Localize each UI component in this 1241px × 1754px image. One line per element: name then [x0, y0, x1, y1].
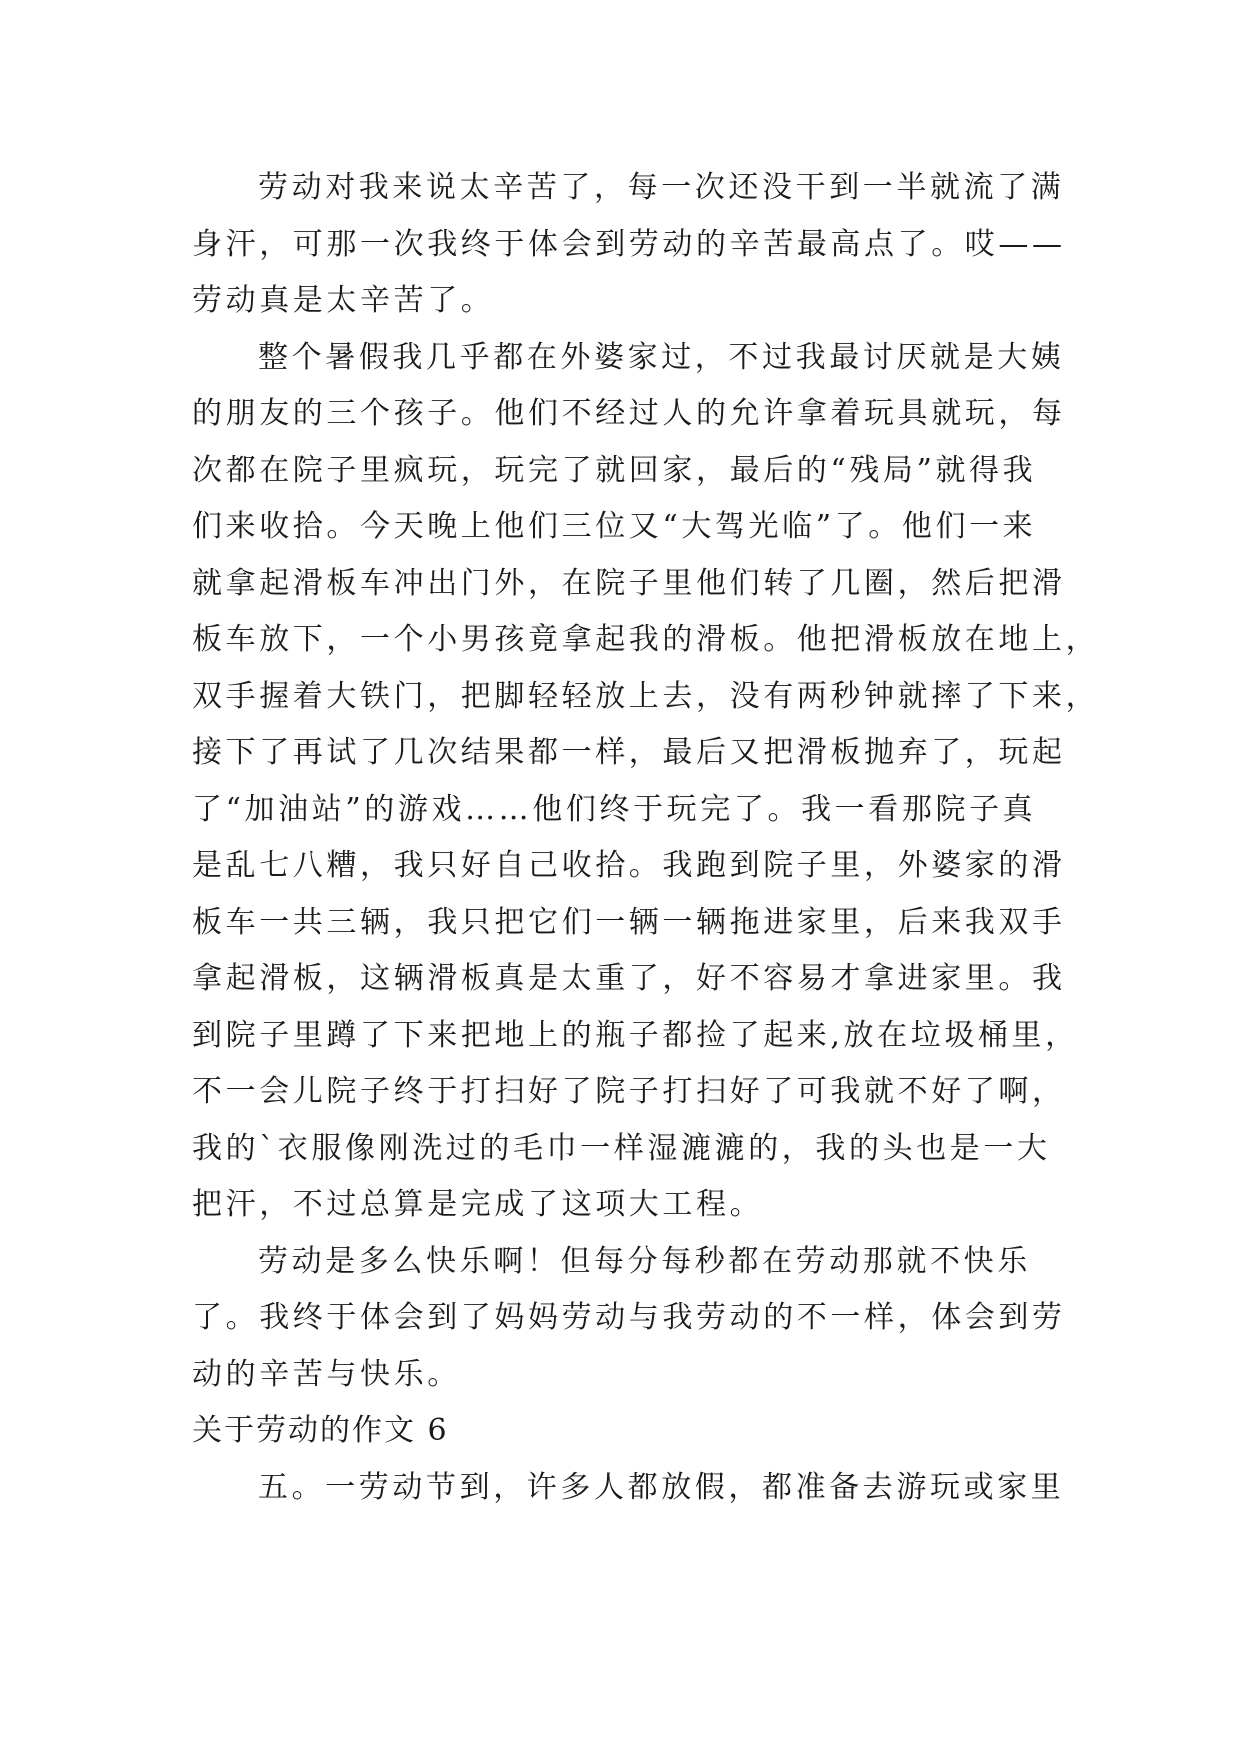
paragraph — [192, 1234, 1066, 1404]
paragraph-line: 身汗，可那一次我终于体会到劳动的辛苦最高点了。哎—— — [192, 226, 1066, 262]
paragraph-line: 把汗，不过总算是完成了这项大工程。 — [192, 1187, 764, 1222]
paragraph-line: 接下了再试了几次结果都一样，最后又把滑板抛弃了，玩起 — [192, 735, 1066, 770]
paragraph-line: 动的辛苦与快乐。 — [192, 1356, 461, 1392]
paragraph-line: 整个暑假我几乎都在外婆家过，不过我最讨厌就是大姨 — [258, 339, 1065, 375]
paragraph-line: 我的`衣服像刚洗过的毛巾一样湿漉漉的，我的头也是一大 — [192, 1130, 1051, 1166]
paragraph-line: 劳动是多么快乐啊！但每分每秒都在劳动那就不快乐 — [258, 1243, 1031, 1279]
paragraph-line: 们来收拾。今天晚上他们三位又“大驾光临”了。他们一来 — [192, 509, 1037, 544]
paragraph-line: 五。一劳动节到，许多人都放假，都准备去游玩或家里 — [258, 1469, 1065, 1505]
paragraph-line: 劳动对我来说太辛苦了，每一次还没干到一半就流了满 — [258, 170, 1065, 205]
paragraph-line: 到院子里蹲了下来把地上的瓶子都捡了起来,放在垃圾桶里， — [192, 1017, 1079, 1053]
paragraph-line: 了。我终于体会到了妈妈劳动与我劳动的不一样，体会到劳 — [192, 1300, 1066, 1335]
paragraph-line: 不一会儿院子终于打扫好了院子打扫好了可我就不好了啊， — [192, 1074, 1066, 1109]
paragraph-line: 双手握着大铁门，把脚轻轻放上去，没有两秒钟就摔了下来， — [192, 678, 1100, 714]
paragraph-line: 的朋友的三个孩子。他们不经过人的允许拿着玩具就玩，每 — [192, 396, 1066, 431]
paragraph-line: 拿起滑板，这辆滑板真是太重了，好不容易才拿进家里。我 — [192, 961, 1066, 996]
paragraph-line: 板车放下，一个小男孩竟拿起我的滑板。他把滑板放在地上， — [192, 622, 1100, 657]
paragraph-line: 就拿起滑板车冲出门外，在院子里他们转了几圈，然后把滑 — [192, 565, 1066, 601]
paragraph-line: 板车一共三辆，我只把它们一辆一辆拖进家里，后来我双手 — [192, 904, 1066, 940]
section-heading: 关于劳动的作文 6 — [192, 1413, 449, 1448]
paragraph — [192, 160, 1066, 330]
paragraph-line: 了“加油站”的游戏……他们终于玩完了。我一看那院子真 — [192, 791, 1037, 827]
essay-body — [192, 160, 1100, 1516]
paragraph-line: 是乱七八糟，我只好自己收拾。我跑到院子里，外婆家的滑 — [192, 848, 1066, 883]
paragraph — [192, 1460, 1065, 1517]
paragraph-line: 劳动真是太辛苦了。 — [192, 283, 495, 318]
paragraph — [192, 330, 1100, 1234]
paragraph-line: 次都在院子里疯玩，玩完了就回家，最后的“残局”就得我 — [192, 452, 1037, 488]
